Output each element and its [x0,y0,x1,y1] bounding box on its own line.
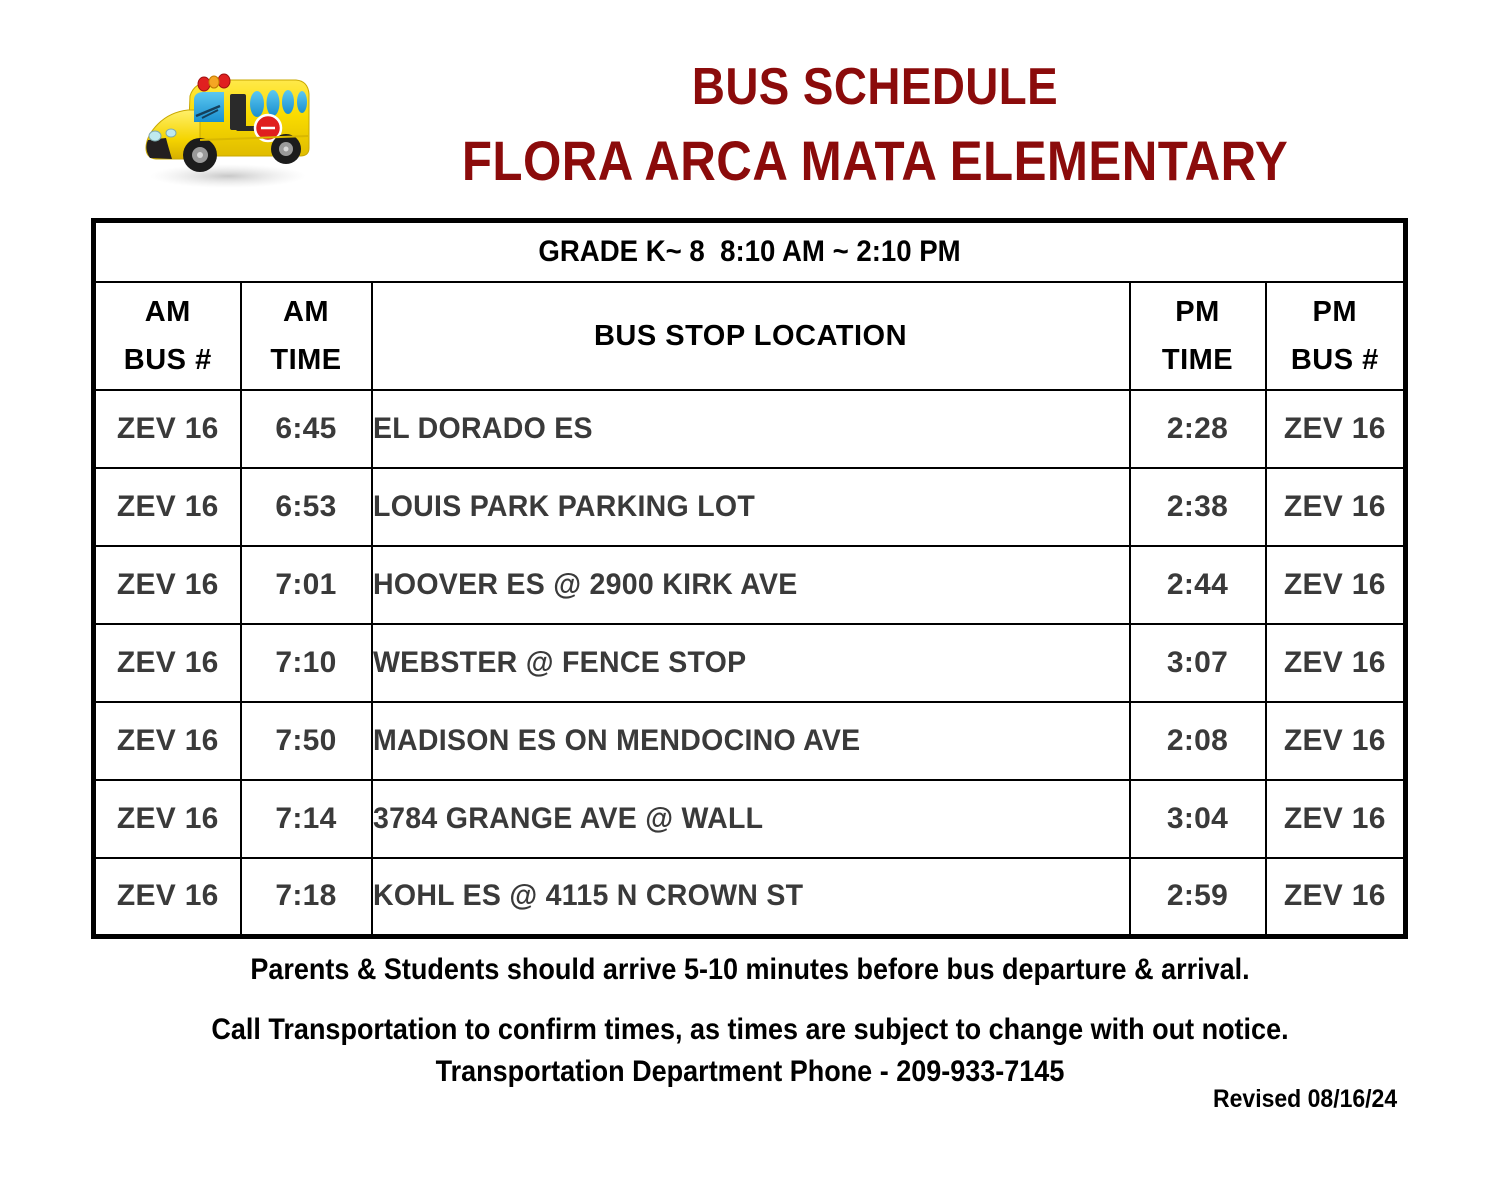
cell-pm-time: 2:08 [1130,702,1266,780]
cell-am-time: 7:10 [241,624,372,702]
cell-location [372,390,1130,468]
grade-banner-row [94,221,1406,283]
table-row [94,468,1406,546]
school-name: FLORA ARCA MATA ELEMENTARY [461,129,1289,192]
column-header-location-line1: BUS STOP LOCATION [593,320,908,352]
cell-location-text: HOOVER ES @ 2900 KIRK AVE [372,568,798,601]
cell-pm-bus: ZEV 16 [1266,468,1406,546]
column-header-am-time [241,282,372,390]
cell-am-bus: ZEV 16 [94,780,241,858]
cell-location-text: KOHL ES @ 4115 N CROWN ST [372,879,803,913]
column-header-pm-time-line2: TIME [1161,344,1234,376]
cell-pm-time: 3:04 [1130,780,1266,858]
cell-am-bus: ZEV 16 [94,468,241,546]
cell-am-bus: ZEV 16 [94,546,241,624]
cell-am-time: 7:14 [241,780,372,858]
revised-date: Revised 08/16/24 [1212,1085,1397,1113]
page-title: BUS SCHEDULE [691,58,1059,116]
cell-pm-time: 3:07 [1130,624,1266,702]
title-block [340,56,1410,194]
school-bus-icon [128,48,323,193]
column-header-pm-bus-line1: PM [1312,296,1358,328]
cell-am-time: 7:18 [241,858,372,936]
table-row [94,624,1406,702]
cell-location-text: LOUIS PARK PARKING LOT [372,490,755,523]
footer-notes [0,950,1500,1094]
table-row [94,546,1406,624]
table-row [94,858,1406,936]
bus-schedule-table [91,218,1408,939]
cell-am-time: 6:45 [241,390,372,468]
cell-pm-time: 2:59 [1130,858,1266,936]
cell-location [372,546,1130,624]
cell-location-text: EL DORADO ES [372,412,593,445]
grade-banner-text: GRADE K~ 8 8:10 AM ~ 2:10 PM [538,235,961,268]
column-header-am-bus [94,282,241,390]
table-row [94,780,1406,858]
cell-pm-bus: ZEV 16 [1266,624,1406,702]
note-phone: Transportation Department Phone - 209-933-7145 [435,1055,1065,1088]
column-header-am-time-line2: TIME [270,344,342,376]
cell-am-time: 7:01 [241,546,372,624]
column-header-am-bus-line1: AM [144,296,191,328]
cell-am-time: 7:50 [241,702,372,780]
cell-location-text: 3784 GRANGE AVE @ WALL [372,802,763,835]
cell-am-bus: ZEV 16 [94,702,241,780]
grade-banner-cell [94,221,1406,283]
cell-pm-time: 2:38 [1130,468,1266,546]
cell-location-text: WEBSTER @ FENCE STOP [372,646,746,679]
cell-location [372,858,1130,936]
note-confirm-times: Call Transportation to confirm times, as times are subject to change with out notice. [211,1013,1289,1046]
cell-am-time: 6:53 [241,468,372,546]
cell-pm-bus: ZEV 16 [1266,858,1406,936]
cell-pm-bus: ZEV 16 [1266,390,1406,468]
cell-pm-bus: ZEV 16 [1266,780,1406,858]
cell-pm-bus: ZEV 16 [1266,546,1406,624]
cell-location [372,702,1130,780]
cell-am-bus: ZEV 16 [94,858,241,936]
cell-location [372,780,1130,858]
schedule-table-container [91,218,1403,939]
table-row [94,702,1406,780]
cell-am-bus: ZEV 16 [94,390,241,468]
column-header-am-time-line1: AM [282,296,330,328]
cell-location-text: MADISON ES ON MENDOCINO AVE [372,724,860,757]
note-arrival: Parents & Students should arrive 5-10 minutes before bus departure & arrival. [250,953,1250,986]
cell-am-bus: ZEV 16 [94,624,241,702]
column-header-location [372,282,1130,390]
schedule-rows [94,390,1406,936]
document-header [0,0,1500,200]
cell-location [372,624,1130,702]
column-header-pm-time [1130,282,1266,390]
column-header-pm-time-line1: PM [1175,296,1220,328]
table-row [94,390,1406,468]
column-header-am-bus-line2: BUS # [123,344,212,376]
column-header-pm-bus-line2: BUS # [1290,344,1379,376]
column-header-row [94,282,1406,390]
cell-location [372,468,1130,546]
cell-pm-bus: ZEV 16 [1266,702,1406,780]
column-header-pm-bus [1266,282,1406,390]
cell-pm-time: 2:44 [1130,546,1266,624]
cell-pm-time: 2:28 [1130,390,1266,468]
